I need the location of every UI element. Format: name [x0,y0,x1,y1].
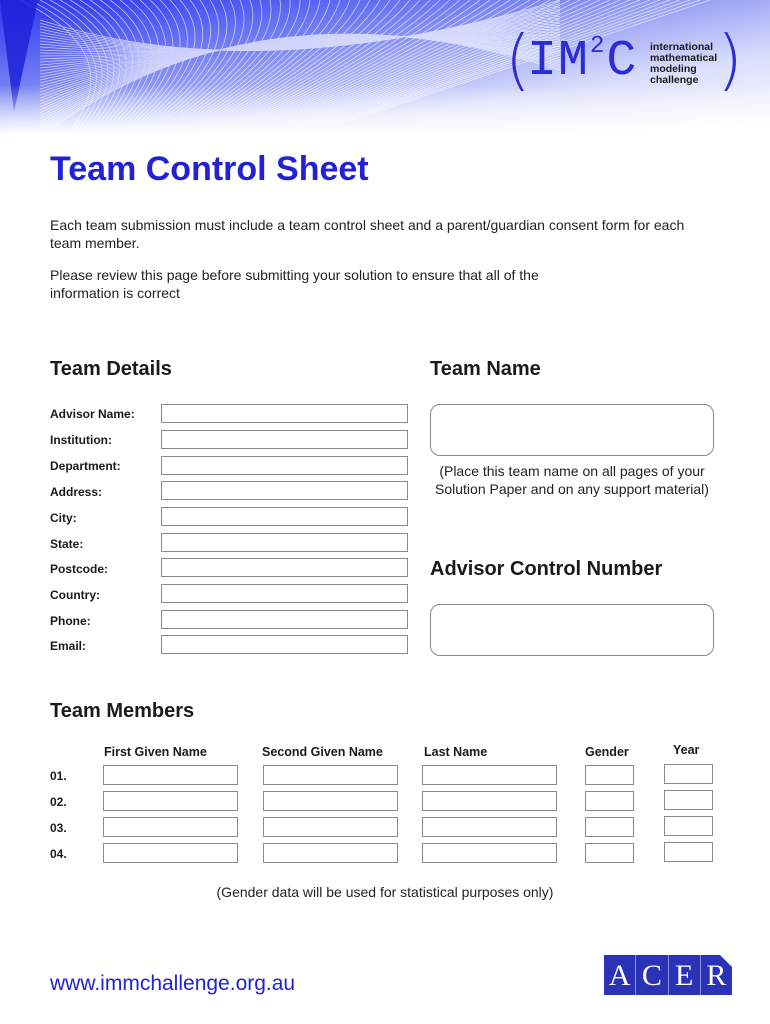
acer-letter: A [604,955,636,995]
advisor-name-label: Advisor Name: [50,407,135,421]
member-row-label: 01. [50,769,67,783]
member-4-gender[interactable] [585,843,634,863]
member-1-second-name[interactable] [263,765,398,785]
page-title: Team Control Sheet [50,150,369,188]
country-field[interactable] [161,584,408,603]
state-label: State: [50,537,84,551]
col-last-name: Last Name [424,745,488,759]
col-gender: Gender [585,745,629,759]
member-2-gender[interactable] [585,791,634,811]
member-4-last-name[interactable] [422,843,557,863]
member-2-last-name[interactable] [422,791,557,811]
acer-logo [604,955,732,995]
member-2-year[interactable] [664,790,713,810]
intro-paragraph-1: Each team submission must include a team control sheet and a parent/guardian consent form for each team member. [50,217,685,251]
col-first-given-name: First Given Name [104,745,207,759]
member-4-year[interactable] [664,842,713,862]
col-year: Year [673,743,700,757]
website-link[interactable]: www.immchallenge.org.au [50,972,296,995]
member-3-first-name[interactable] [103,817,238,837]
team-members-heading: Team Members [50,700,195,722]
team-name-field[interactable] [430,404,714,456]
institution-field[interactable] [161,430,408,449]
advisor-control-field[interactable] [430,604,714,656]
postcode-label: Postcode: [50,562,109,576]
team-details-heading: Team Details [50,358,172,380]
member-2-first-name[interactable] [103,791,238,811]
logo-bracket-left: ( [505,21,531,98]
member-1-gender[interactable] [585,765,634,785]
state-field[interactable] [161,533,408,552]
logo-tagline: international mathematical modeling challenge [650,41,718,86]
member-4-second-name[interactable] [263,843,398,863]
member-row-label: 03. [50,821,67,835]
email-field[interactable] [161,635,408,654]
city-label: City: [50,511,77,525]
acer-fold-corner [720,955,732,967]
member-3-gender[interactable] [585,817,634,837]
member-row-label: 02. [50,795,67,809]
city-field[interactable] [161,507,408,526]
advisor-name-field[interactable] [161,404,408,423]
col-second-given-name: Second Given Name [262,745,383,759]
email-label: Email: [50,639,87,653]
member-1-first-name[interactable] [103,765,238,785]
phone-label: Phone: [50,614,91,628]
department-label: Department: [50,459,121,473]
intro-paragraph-2: Please review this page before submitting your solution to ensure that all of the information is correct [50,267,539,301]
member-1-last-name[interactable] [422,765,557,785]
member-3-year[interactable] [664,816,713,836]
member-3-last-name[interactable] [422,817,557,837]
department-field[interactable] [161,456,408,475]
team-name-note: (Place this team name on all pages of your Solution Paper and on any support material) [435,463,709,497]
acer-letter: E [669,955,701,995]
im2c-logo [505,21,743,102]
member-2-second-name[interactable] [263,791,398,811]
team-name-heading: Team Name [430,358,541,380]
member-1-year[interactable] [664,764,713,784]
acer-letter: C [636,955,668,995]
postcode-field[interactable] [161,558,408,577]
address-field[interactable] [161,481,408,500]
logo-wordmark: $IM^2C$ [527,33,638,90]
member-4-first-name[interactable] [103,843,238,863]
member-3-second-name[interactable] [263,817,398,837]
institution-label: Institution: [50,433,112,447]
member-row-label: 04. [50,847,67,861]
advisor-control-heading: Advisor Control Number [430,558,663,580]
logo-bracket-right: ) [717,21,743,98]
country-label: Country: [50,588,100,602]
address-label: Address: [50,485,103,499]
acer-letter: R [706,959,727,992]
phone-field[interactable] [161,610,408,629]
gender-note: (Gender data will be used for statistical purposes only) [216,884,554,900]
